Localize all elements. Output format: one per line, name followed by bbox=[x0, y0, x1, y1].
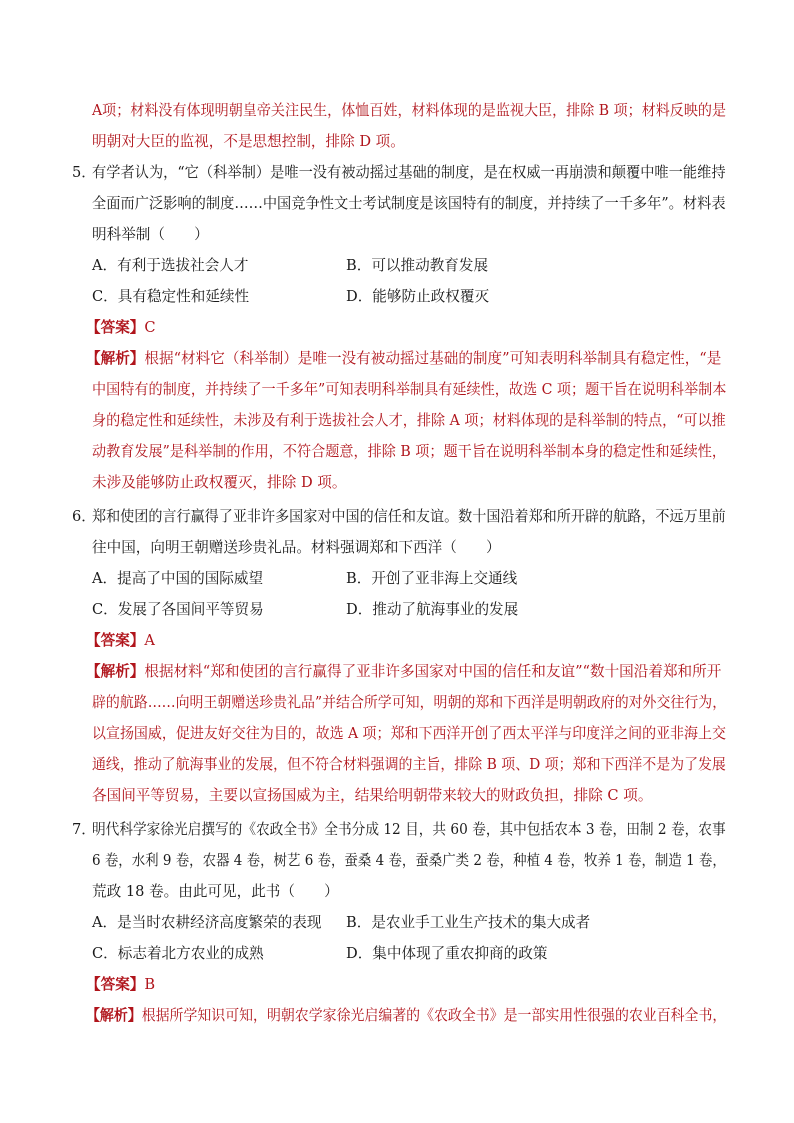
analysis-label: 【解析】 bbox=[86, 1007, 142, 1024]
question-5-option-a: A．有利于选拔社会人才 bbox=[92, 257, 249, 274]
question-6-analysis-line bbox=[86, 662, 721, 682]
question-5-analysis-line: 动教育发展”是科举制的作用，不符合题意，排除 B 项；题干旨在说明科举制本身的稳定性和延续性， bbox=[92, 443, 726, 460]
question-7-option-d: D．集中体现了重农抑商的政策 bbox=[346, 945, 548, 962]
question-7-stem-line: 明代科学家徐光启撰写的《农政全书》全书分成 12 目，共 60 卷，其中包括农本 3 卷，田制 2 卷，农事 bbox=[92, 821, 726, 838]
question-7-option-a: A．是当时农耕经济高度繁荣的表现 bbox=[92, 914, 322, 931]
answer-label: 【答案】 bbox=[86, 976, 145, 993]
question-6-analysis-line: 各国间平等贸易，主要以宣扬国威为主，结果给明朝带来较大的财政负担，排除 C 项。 bbox=[92, 787, 653, 804]
question-7-option-c: C．标志着北方农业的成熟 bbox=[92, 945, 264, 962]
answer-value: C bbox=[144, 319, 156, 336]
question-6-option-a: A．提高了中国的国际威望 bbox=[92, 570, 264, 587]
question-6-analysis-line: 以宣扬国威，促进友好交往为目的，故选 A 项；郑和下西洋开创了西太平洋与印度洋之间的亚非海上交 bbox=[92, 725, 726, 742]
question-5-stem-line: 有学者认为，“它（科举制）是唯一没有被动摇过基础的制度，是在权威一再崩溃和颠覆中唯一能维持 bbox=[92, 164, 726, 181]
analysis-label: 【解析】 bbox=[86, 350, 145, 367]
question-5-option-d: D．能够防止政权覆灭 bbox=[346, 288, 490, 305]
question-5-stem-line: 明科举制（ ） bbox=[92, 226, 209, 243]
question-6-analysis-line: 辟的航路……向明王朝赠送珍贵礼品”并结合所学可知，明朝的郑和下西洋是明朝政府的对外交往行为， bbox=[92, 694, 727, 711]
question-5-analysis-line bbox=[86, 349, 721, 369]
question-5-analysis-line: 中国特有的制度，并持续了一千多年”可知表明科举制具有延续性，故选 C 项；题干旨在说明科举制本 bbox=[92, 381, 727, 398]
question-7-option-b: B．是农业手工业生产技术的集大成者 bbox=[346, 914, 591, 931]
answer-value: A bbox=[144, 632, 155, 649]
question-6-option-d: D．推动了航海事业的发展 bbox=[346, 601, 519, 618]
question-6-option-c: C．发展了各国间平等贸易 bbox=[92, 601, 264, 618]
question-7-stem-line: 6 卷，水利 9 卷，农器 4 卷，树艺 6 卷，蚕桑 4 卷，蚕桑广类 2 卷，种植 4 卷，牧养 1 卷，制造 1 卷， bbox=[92, 852, 726, 869]
question-5-option-c: C．具有稳定性和延续性 bbox=[92, 288, 250, 305]
prev-analysis-line: A项；材料没有体现明朝皇帝关注民生，体恤百姓，材料体现的是监视大臣，排除 B 项；材料反映的是 bbox=[92, 102, 727, 119]
question-5-stem-line: 全面而广泛影响的制度……中国竞争性文士考试制度是该国特有的制度，并持续了一千多年”。材料表 bbox=[92, 195, 726, 212]
answer-value: B bbox=[144, 976, 156, 993]
prev-analysis-line: 明朝对大臣的监视，不是思想控制，排除 D 项。 bbox=[92, 133, 405, 150]
question-5-number: 5． bbox=[72, 164, 96, 181]
question-7-answer bbox=[86, 975, 155, 995]
question-7-number: 7． bbox=[72, 821, 96, 838]
question-6-number: 6． bbox=[72, 508, 96, 525]
analysis-text: 根据材料“郑和使团的言行赢得了亚非许多国家对中国的信任和友谊”“数十国沿着郑和所开 bbox=[144, 663, 722, 680]
question-6-answer bbox=[86, 631, 155, 651]
question-5-analysis-line: 未涉及能够防止政权覆灭，排除 D 项。 bbox=[92, 474, 347, 491]
question-6-stem-line: 郑和使团的言行赢得了亚非许多国家对中国的信任和友谊。数十国沿着郑和所开辟的航路，不远万里前 bbox=[92, 508, 726, 525]
analysis-label: 【解析】 bbox=[86, 663, 145, 680]
question-6-stem-line: 往中国，向明王朝赠送珍贵礼品。材料强调郑和下西洋（ ） bbox=[92, 539, 501, 556]
question-5-option-b: B．可以推动教育发展 bbox=[346, 257, 489, 274]
analysis-text: 根据“材料它（科举制）是唯一没有被动摇过基础的制度”可知表明科举制具有稳定性，“是 bbox=[144, 350, 722, 367]
answer-label: 【答案】 bbox=[86, 632, 145, 649]
question-6-analysis-line: 通线，推动了航海事业的发展，但不符合材料强调的主旨，排除 B 项、D 项；郑和下西洋不是为了发展 bbox=[92, 756, 726, 773]
analysis-text: 根据所学知识可知，明朝农学家徐光启编著的《农政全书》是一部实用性很强的农业百科全书， bbox=[141, 1007, 727, 1024]
question-5-analysis-line: 身的稳定性和延续性，未涉及有利于选拔社会人才，排除 A 项；材料体现的是科举制的特点，“可以推 bbox=[92, 412, 726, 429]
question-5-answer bbox=[86, 318, 156, 338]
answer-label: 【答案】 bbox=[86, 319, 145, 336]
question-7-stem-line: 荒政 18 卷。由此可见，此书（ ） bbox=[92, 883, 339, 900]
question-7-analysis-line bbox=[86, 1006, 726, 1026]
question-6-option-b: B．开创了亚非海上交通线 bbox=[346, 570, 518, 587]
